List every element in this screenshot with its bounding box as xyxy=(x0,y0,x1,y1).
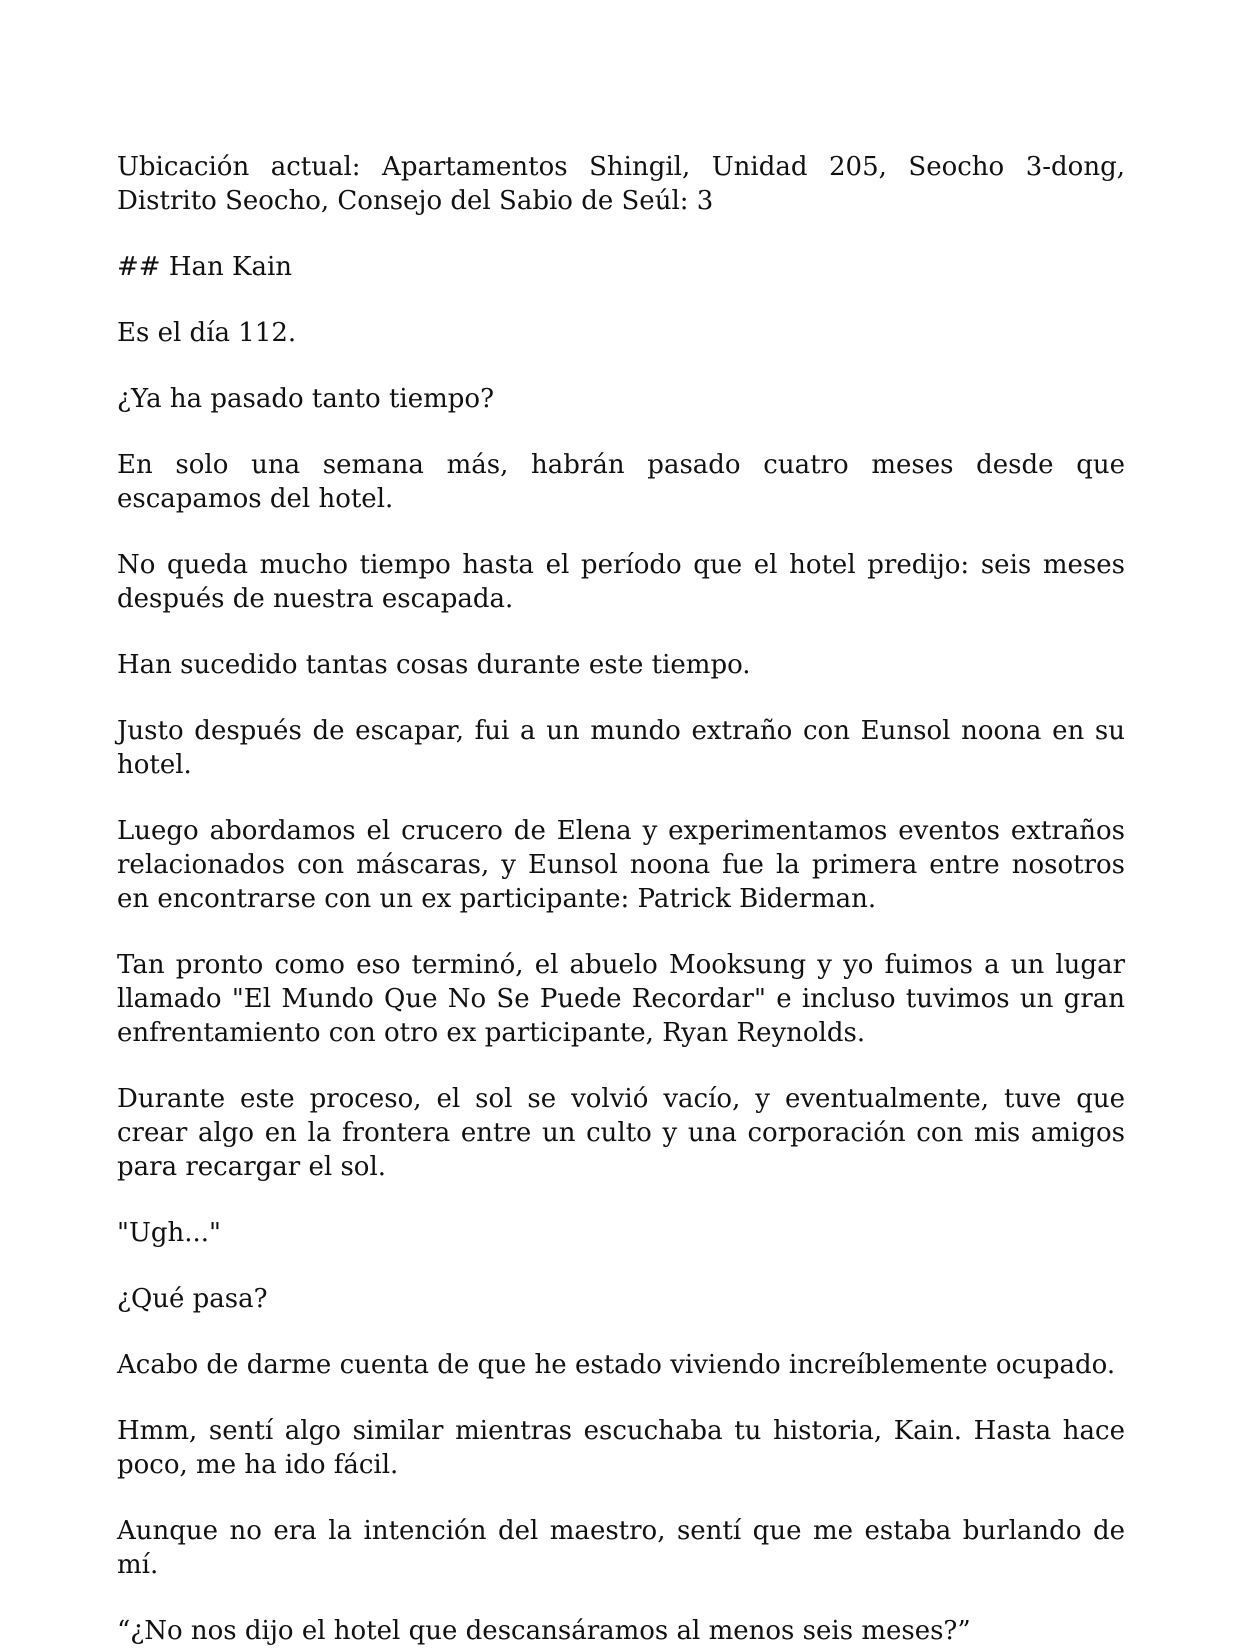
paragraph: Hmm, sentí algo similar mientras escuchaba tu historia, Kain. Hasta hace poco, me ha ido fácil. xyxy=(117,1416,1125,1480)
paragraph: Tan pronto como eso terminó, el abuelo Mooksung y yo fuimos a un lugar llamado "El Mundo Que No Se Puede Recordar" e incluso tuvimos un gran enfrentamiento con otro ex participante, Ryan Reynolds. xyxy=(117,950,1125,1048)
paragraph: Es el día 112. xyxy=(117,318,297,348)
dialogue-line: "Ugh..." xyxy=(117,1218,222,1248)
paragraph: Acabo de darme cuenta de que he estado viviendo increíblemente ocupado. xyxy=(117,1350,1116,1380)
paragraph: ¿Qué pasa? xyxy=(117,1284,268,1314)
paragraph: No queda mucho tiempo hasta el período que el hotel predijo: seis meses después de nuestra escapada. xyxy=(117,550,1125,614)
paragraph: Aunque no era la intención del maestro, sentí que me estaba burlando de mí. xyxy=(117,1516,1125,1580)
document-body xyxy=(117,150,1125,1648)
paragraph: Han sucedido tantas cosas durante este tiempo. xyxy=(117,650,751,680)
paragraph: Luego abordamos el crucero de Elena y experimentamos eventos extraños relacionados con máscaras, y Eunsol noona fue la primera entre nosotros en encontrarse con un ex participante: Patrick Biderman. xyxy=(117,816,1125,914)
dialogue-line: “¿No nos dijo el hotel que descansáramos al menos seis meses?” xyxy=(117,1616,971,1646)
location-line: Ubicación actual: Apartamentos Shingil, Unidad 205, Seocho 3-dong, Distrito Seocho, Consejo del Sabio de Seúl: 3 xyxy=(117,152,1125,216)
paragraph: ¿Ya ha pasado tanto tiempo? xyxy=(117,384,495,414)
paragraph: Justo después de escapar, fui a un mundo extraño con Eunsol noona en su hotel. xyxy=(117,716,1125,780)
section-heading: ## Han Kain xyxy=(117,252,293,282)
paragraph: En solo una semana más, habrán pasado cuatro meses desde que escapamos del hotel. xyxy=(117,450,1125,514)
paragraph: Durante este proceso, el sol se volvió vacío, y eventualmente, tuve que crear algo en la frontera entre un culto y una corporación con mis amigos para recargar el sol. xyxy=(117,1084,1125,1182)
